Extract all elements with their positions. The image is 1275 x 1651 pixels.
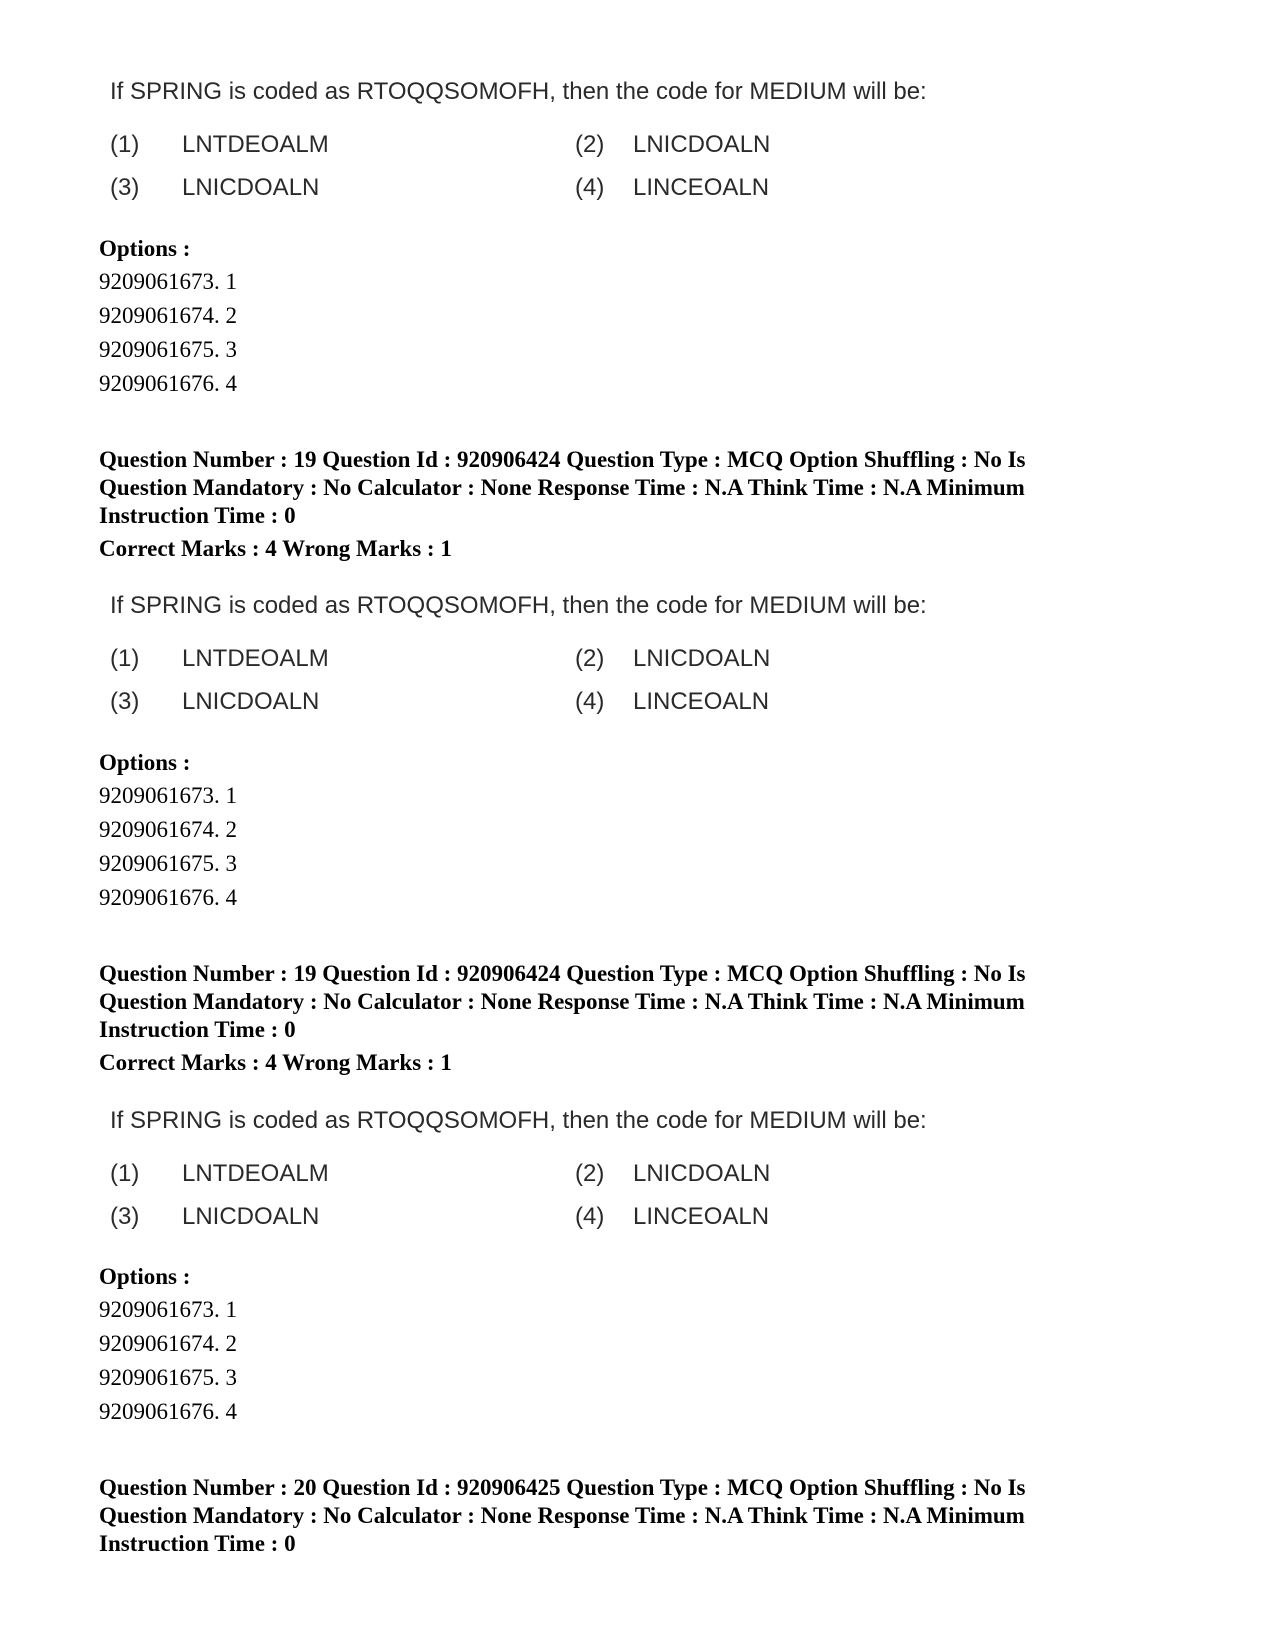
choice-3: (3) LNICDOALN xyxy=(110,1203,320,1230)
options-heading: Options : xyxy=(99,1264,191,1289)
choice-4: (4) LINCEOALN xyxy=(575,688,770,715)
option-id-4: 9209061676. 4 xyxy=(99,885,237,910)
question-marks: Correct Marks : 4 Wrong Marks : 1 xyxy=(99,1050,452,1075)
option-id-2: 9209061674. 2 xyxy=(99,1331,237,1356)
question-text: If SPRING is coded as RTOQQSOMOFH, then the code for MEDIUM will be: xyxy=(110,592,927,619)
option-id-2: 9209061674. 2 xyxy=(99,817,237,842)
choice-3: (3) LNICDOALN xyxy=(110,688,320,715)
question-metadata: Question Number : 19 Question Id : 920906424 Question Type : MCQ Option Shuffling : No Is Question Mandatory : No Calculator : None Response Time : N.A Think Time : N.A Minimum Instruction Time : 0 xyxy=(99,961,1026,1042)
question-marks: Correct Marks : 4 Wrong Marks : 1 xyxy=(99,536,452,561)
question-image xyxy=(110,1107,1110,1237)
question-text: If SPRING is coded as RTOQQSOMOFH, then the code for MEDIUM will be: xyxy=(110,78,927,105)
choice-2: (2) LNICDOALN xyxy=(575,645,771,672)
option-id-3: 9209061675. 3 xyxy=(99,851,237,876)
options-heading: Options : xyxy=(99,750,191,775)
option-id-3: 9209061675. 3 xyxy=(99,337,237,362)
choice-1: (1) LNTDEOALM xyxy=(110,131,329,158)
question-image xyxy=(110,592,1110,722)
option-id-1: 9209061673. 1 xyxy=(99,1297,237,1322)
option-id-3: 9209061675. 3 xyxy=(99,1365,237,1390)
choice-4: (4) LINCEOALN xyxy=(575,1203,770,1230)
question-text: If SPRING is coded as RTOQQSOMOFH, then the code for MEDIUM will be: xyxy=(110,1107,927,1134)
question-metadata: Question Number : 20 Question Id : 920906425 Question Type : MCQ Option Shuffling : No Is Question Mandatory : No Calculator : None Response Time : N.A Think Time : N.A Minimum Instruction Time : 0 xyxy=(99,1475,1026,1556)
option-id-1: 9209061673. 1 xyxy=(99,783,237,808)
option-id-4: 9209061676. 4 xyxy=(99,1399,237,1424)
option-id-2: 9209061674. 2 xyxy=(99,303,237,328)
choice-4: (4) LINCEOALN xyxy=(575,174,770,201)
option-id-4: 9209061676. 4 xyxy=(99,371,237,396)
question-image xyxy=(110,78,1110,208)
option-id-1: 9209061673. 1 xyxy=(99,269,237,294)
choice-1: (1) LNTDEOALM xyxy=(110,1160,329,1187)
question-metadata: Question Number : 19 Question Id : 920906424 Question Type : MCQ Option Shuffling : No Is Question Mandatory : No Calculator : None Response Time : N.A Think Time : N.A Minimum Instruction Time : 0 xyxy=(99,447,1026,528)
choice-2: (2) LNICDOALN xyxy=(575,1160,771,1187)
choice-2: (2) LNICDOALN xyxy=(575,131,771,158)
choice-3: (3) LNICDOALN xyxy=(110,174,320,201)
choice-1: (1) LNTDEOALM xyxy=(110,645,329,672)
options-heading: Options : xyxy=(99,236,191,261)
